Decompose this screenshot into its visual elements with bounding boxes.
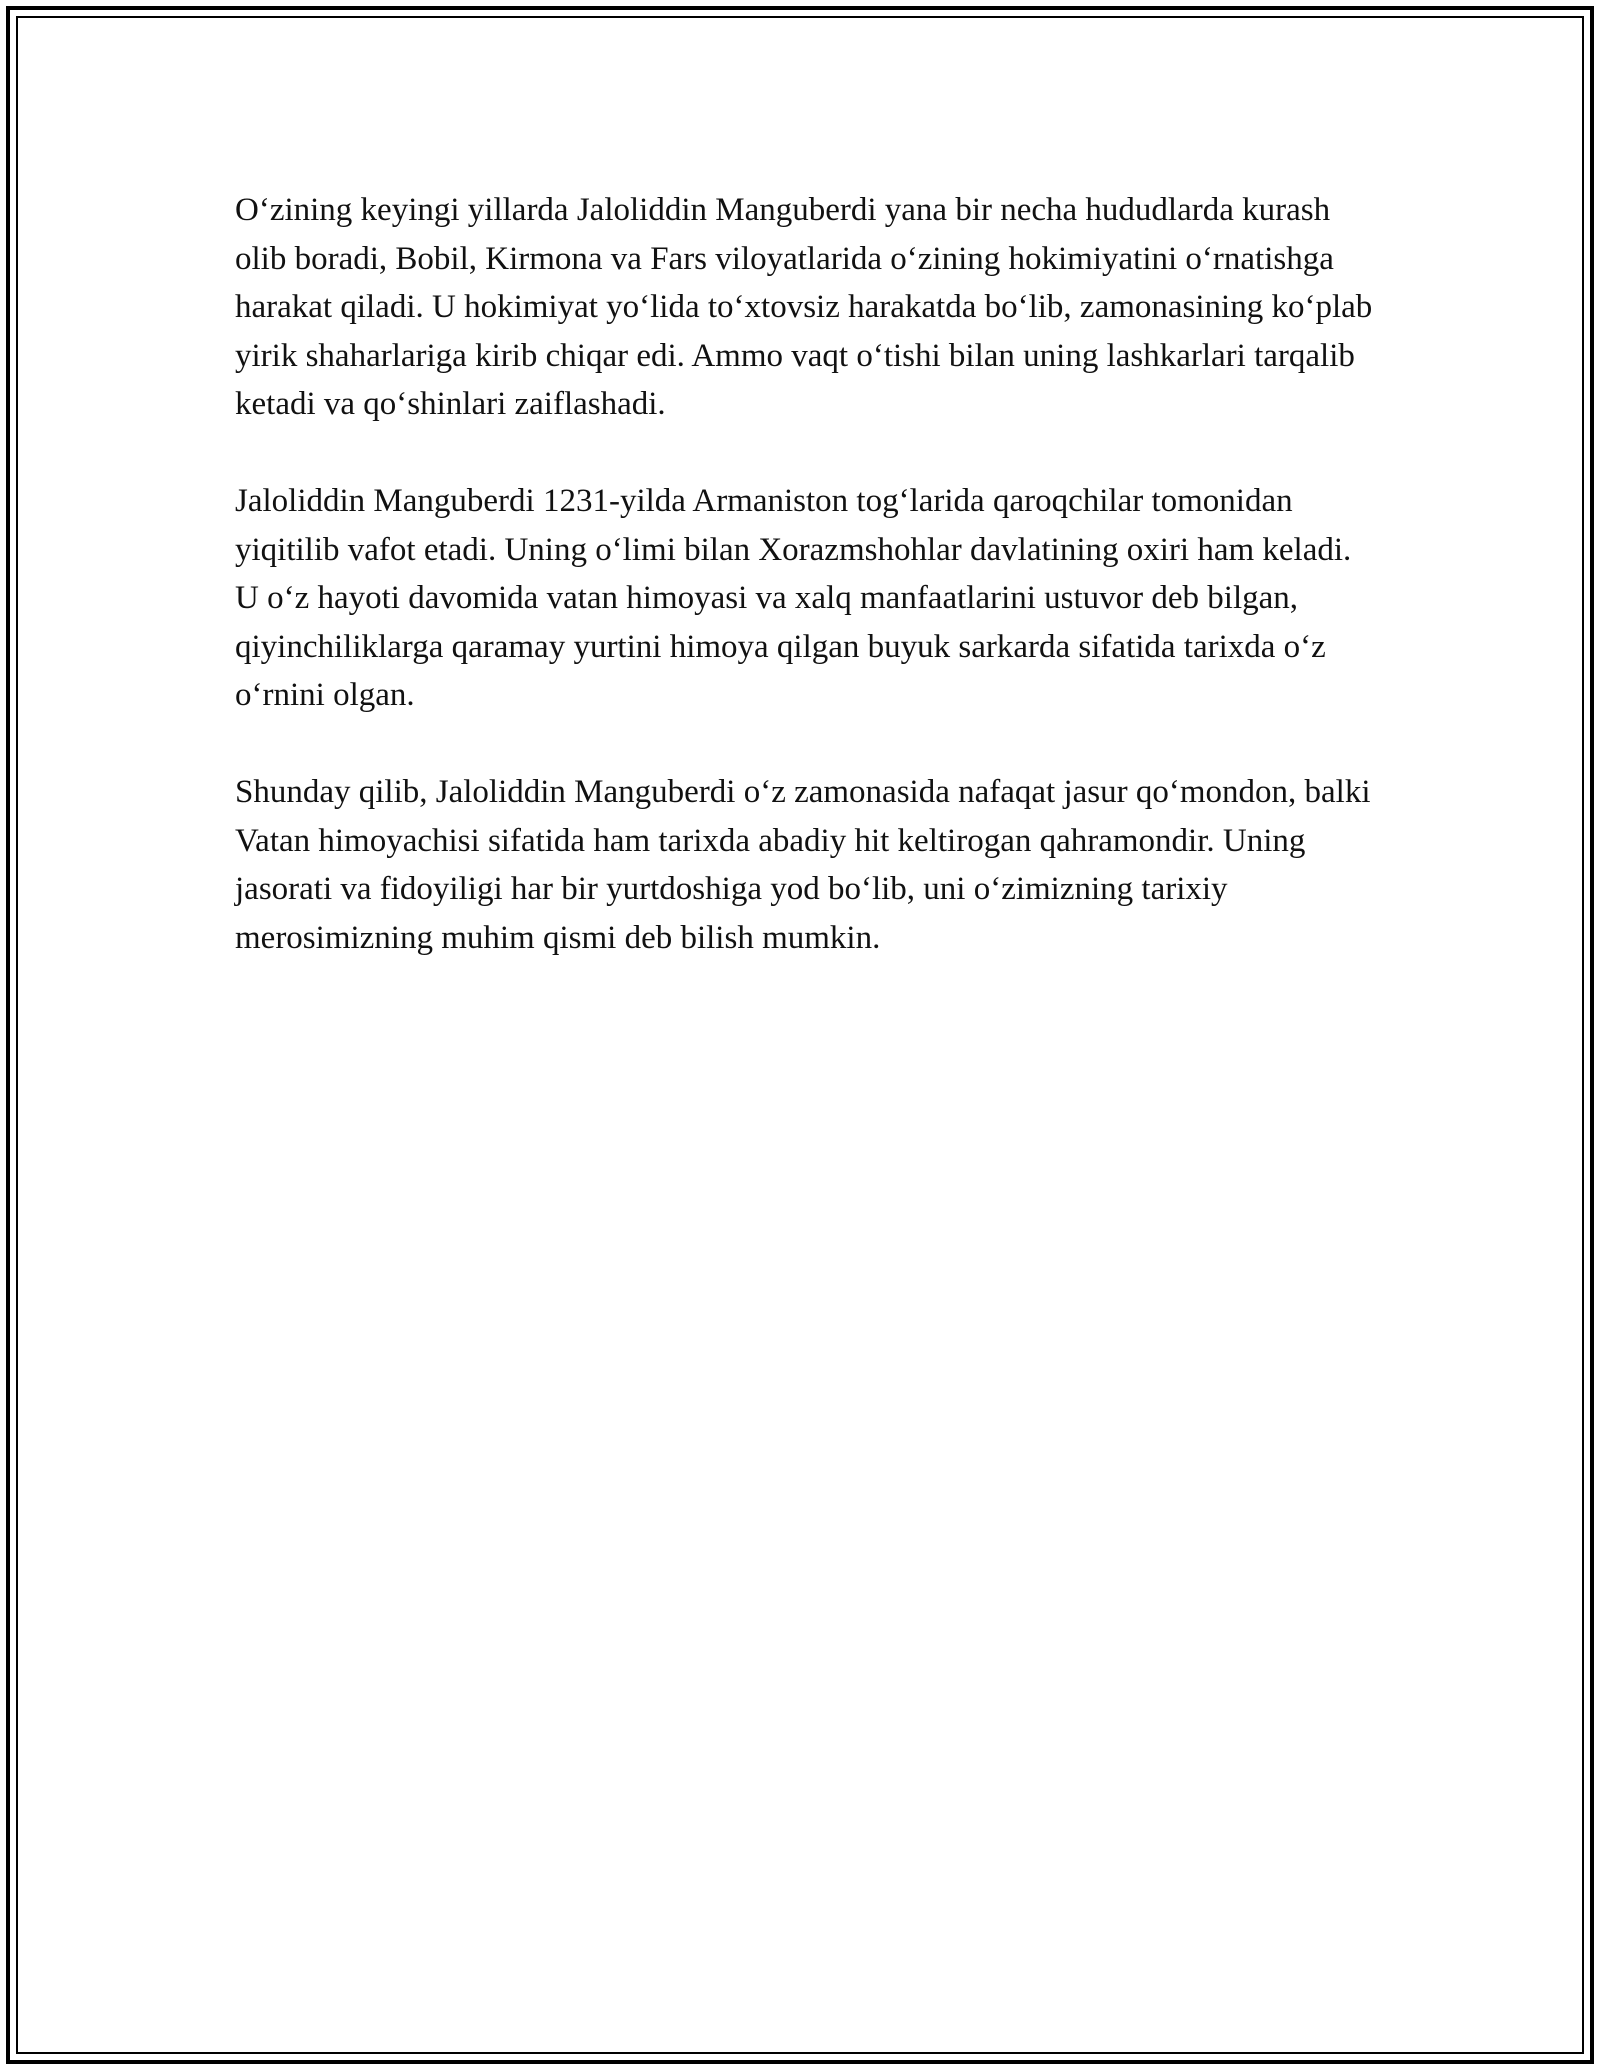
document-body [235, 186, 1375, 1011]
paragraph-2: Jaloliddin Manguberdi 1231-yilda Armaniston tog‘larida qaroqchilar tomonidan yiqitilib vafot etadi. Uning o‘limi bilan Xorazmshohlar davlatining oxiri ham keladi. U o‘z hayoti davomida vatan himoyasi va xalq manfaatlarini ustuvor deb bilgan, qiyinchiliklarga qaramay yurtini himoya qilgan buyuk sarkarda sifatida tarixda o‘z o‘rnini olgan. [235, 483, 1352, 713]
paragraph-3: Shunday qilib, Jaloliddin Manguberdi o‘z zamonasida nafaqat jasur qo‘mondon, balki Vatan himoyachisi sifatida ham tarixda abadiy hit keltirogan qahramondir. Uning jasorati va fidoyiligi har bir yurtdoshiga yod bo‘lib, uni o‘zimizning tarixiy merosimizning muhim qismi deb bilish mumkin. [235, 774, 1371, 956]
paragraph-1: O‘zining keyingi yillarda Jaloliddin Manguberdi yana bir necha hududlarda kurash olib boradi, Bobil, Kirmona va Fars viloyatlarida o‘zining hokimiyatini o‘rnatishga harakat qiladi. U hokimiyat yo‘lida to‘xtovsiz harakatda bo‘lib, zamonasining ko‘plab yirik shaharlariga kirib chiqar edi. Ammo vaqt o‘tishi bilan uning lashkarlari tarqalib ketadi va qo‘shinlari zaiflashadi. [235, 192, 1373, 422]
